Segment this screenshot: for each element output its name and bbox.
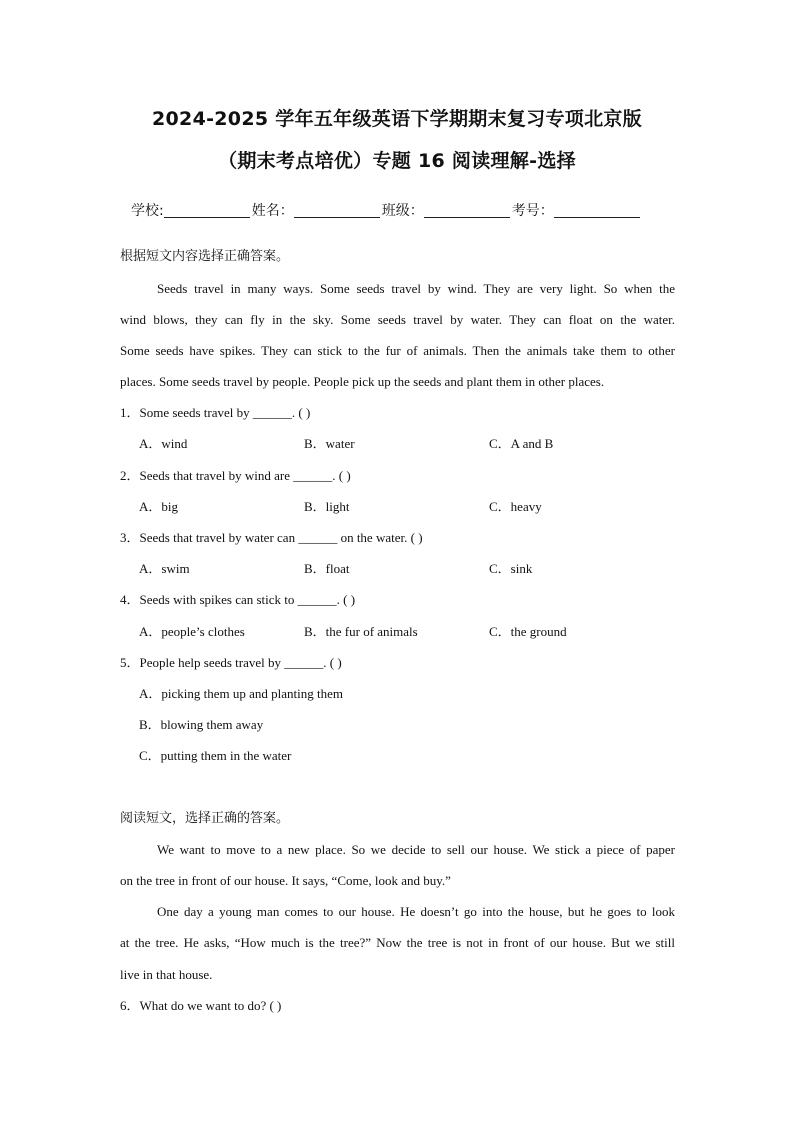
question-2-option-b[interactable]: B．light — [304, 499, 350, 514]
school-blank[interactable] — [164, 203, 250, 218]
question-4-option-b[interactable]: B．the fur of animals — [304, 624, 418, 639]
question-3-option-c[interactable]: C．sink — [489, 561, 533, 576]
exam-number-label: 考号： — [511, 203, 554, 219]
question-5-option-c[interactable]: C．putting them in the water — [139, 748, 292, 763]
school-label: 学校: — [131, 203, 164, 219]
document-title-line-2: （期末考点培优）专题 16 阅读理解-选择 — [218, 150, 576, 172]
question-4-option-c[interactable]: C．the ground — [489, 624, 567, 639]
question-3-option-a[interactable]: A．swim — [139, 561, 190, 576]
exam-number-blank[interactable] — [554, 203, 640, 218]
class-label: 班级： — [381, 203, 424, 219]
passage2-para2-line-1: One day a young man comes to our house. He doesn’t go into the house, but he goes to look — [157, 904, 675, 919]
question-2-option-c[interactable]: C．heavy — [489, 499, 542, 514]
section2-instruction: 阅读短文，选择正确的答案。 — [120, 811, 290, 826]
question-1-option-a[interactable]: A．wind — [139, 436, 188, 451]
question-5-option-a[interactable]: A．picking them up and planting them — [139, 686, 343, 701]
question-1-option-c[interactable]: C．A and B — [489, 436, 554, 451]
passage2-para2-line-2: at the tree. He asks, “How much is the tree?” Now the tree is not in front of our house. But we still — [120, 935, 675, 950]
class-blank[interactable] — [424, 203, 510, 218]
passage2-para1-line-2: on the tree in front of our house. It says, “Come, look and buy.” — [120, 873, 451, 888]
passage1-line-3: Some seeds have spikes. They can stick to the fur of animals. Then the animals take them to other — [120, 343, 675, 358]
question-1-stem: 1．Some seeds travel by ______. ( ) — [120, 405, 311, 420]
question-1-option-b[interactable]: B．water — [304, 436, 355, 451]
question-6-stem: 6．What do we want to do? ( ) — [120, 998, 282, 1013]
section1-instruction: 根据短文内容选择正确答案。 — [120, 249, 290, 264]
passage2-para1-line-1: We want to move to a new place. So we decide to sell our house. We stick a piece of paper — [157, 842, 675, 857]
question-4-option-a[interactable]: A．people’s clothes — [139, 624, 245, 639]
question-4-stem: 4．Seeds with spikes can stick to ______. ( ) — [120, 592, 356, 607]
question-3-option-b[interactable]: B．float — [304, 561, 350, 576]
question-5-stem: 5．People help seeds travel by ______. ( ) — [120, 655, 342, 670]
student-info-row — [131, 200, 642, 220]
passage1-line-1: Seeds travel in many ways. Some seeds travel by wind. They are very light. So when the — [157, 281, 675, 296]
document-title-line-1: 2024-2025 学年五年级英语下学期期末复习专项北京版 — [152, 108, 642, 130]
question-3-stem: 3．Seeds that travel by water can ______ on the water. ( ) — [120, 530, 423, 545]
passage2-para2-line-3: live in that house. — [120, 967, 213, 982]
question-2-stem: 2．Seeds that travel by wind are ______. ( ) — [120, 468, 351, 483]
passage1-line-4: places. Some seeds travel by people. People pick up the seeds and plant them in other places. — [120, 374, 605, 389]
name-label: 姓名： — [251, 203, 294, 219]
question-5-option-b[interactable]: B．blowing them away — [139, 717, 264, 732]
passage1-line-2: wind blows, they can fly in the sky. Some seeds travel by water. They can float on the water. — [120, 312, 675, 327]
question-2-option-a[interactable]: A．big — [139, 499, 179, 514]
name-blank[interactable] — [294, 203, 380, 218]
